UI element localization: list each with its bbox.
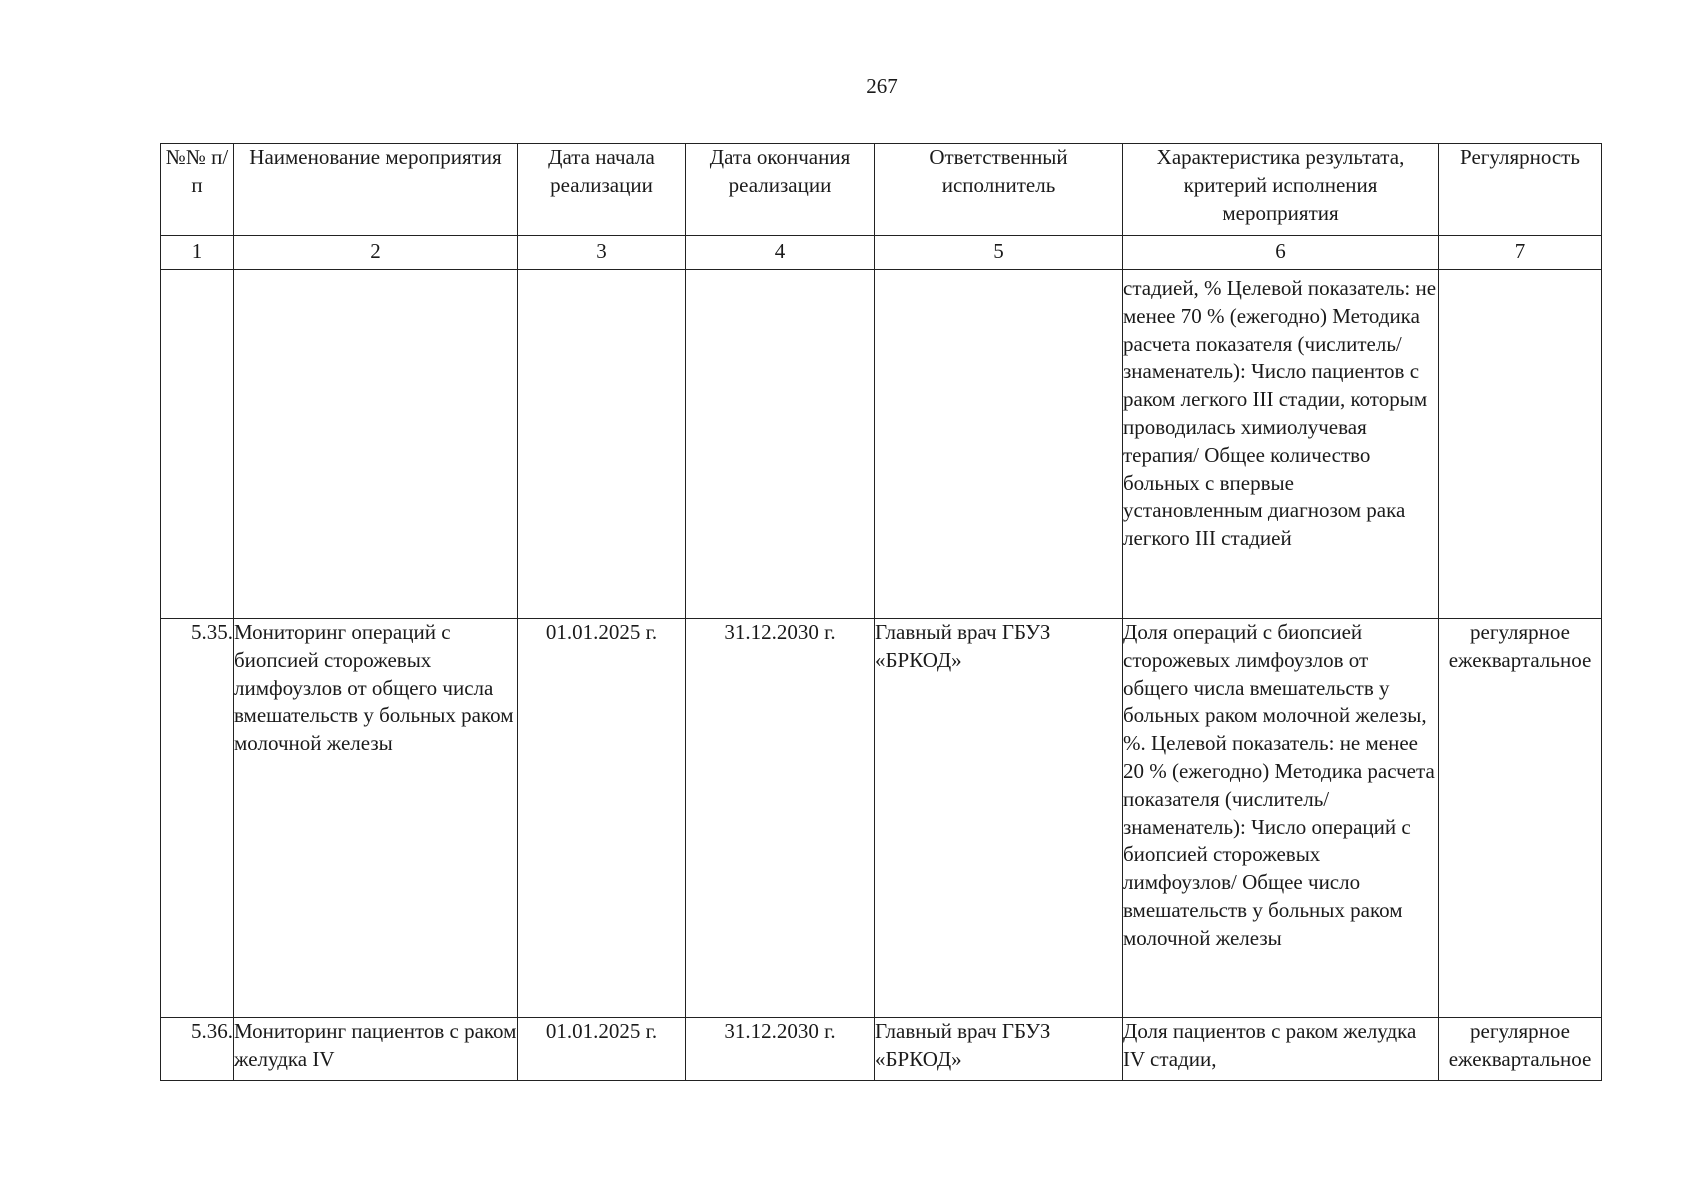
header-start-date: Дата начала реализации [518, 144, 686, 236]
table-cell [1439, 270, 1602, 619]
regularity: регулярное ежеквартальное [1439, 1018, 1602, 1081]
row-number: 5.35. [161, 619, 234, 1018]
table-cell [518, 270, 686, 619]
header-row [161, 144, 1602, 236]
measure-name: Мониторинг операций с биопсией сторожевых лимфоузлов от общего числа вмешательств у больных раком молочной железы [234, 619, 518, 1018]
result-cell: Доля операций с биопсией сторожевых лимфоузлов от общего числа вмешательств у больных раком молочной железы, %. Целевой показатель: не менее 20 % (ежегодно) Методика расчета показателя (числитель/знаменатель): Число операций с биопсией сторожевых лимфоузлов/ Общее число вмешательств у больных раком молочной железы [1123, 619, 1439, 1018]
column-number: 5 [875, 236, 1123, 270]
column-number: 4 [686, 236, 875, 270]
measures-table [160, 143, 1602, 1081]
header-result: Характеристика результата, критерий исполнения мероприятия [1123, 144, 1439, 236]
row-number: 5.36. [161, 1018, 234, 1081]
table-cell [161, 270, 234, 619]
result-cell: стадией, % Целевой показатель: не менее 70 % (ежегодно) Методика расчета показателя (числитель/знаменатель): Число пациентов с раком легкого III стадии, которым проводилась химиолучевая терапия/ Общее количество больных с впервые установленным диагнозом рака легкого III стадией [1123, 270, 1439, 619]
table-row [161, 1018, 1602, 1081]
end-date: 31.12.2030 г. [686, 1018, 875, 1081]
header-executor: Ответственный исполнитель [875, 144, 1123, 236]
start-date: 01.01.2025 г. [518, 1018, 686, 1081]
regularity: регулярное ежеквартальное [1439, 619, 1602, 1018]
start-date: 01.01.2025 г. [518, 619, 686, 1018]
continuation-row [161, 270, 1602, 619]
end-date: 31.12.2030 г. [686, 619, 875, 1018]
executor: Главный врач ГБУЗ «БРКОД» [875, 1018, 1123, 1081]
column-number: 1 [161, 236, 234, 270]
column-number: 6 [1123, 236, 1439, 270]
column-number: 7 [1439, 236, 1602, 270]
page-number: 267 [866, 74, 898, 98]
header-number: №№ п/п [161, 144, 234, 236]
result-cell: Доля пациентов с раком желудка IV стадии, [1123, 1018, 1439, 1081]
table-cell [686, 270, 875, 619]
header-end-date: Дата окончания реализации [686, 144, 875, 236]
header-name: Наименование мероприятия [234, 144, 518, 236]
column-number-row [161, 236, 1602, 270]
header-regularity: Регулярность [1439, 144, 1602, 236]
column-number: 3 [518, 236, 686, 270]
measure-name: Мониторинг пациентов с раком желудка IV [234, 1018, 518, 1081]
table-row [161, 619, 1602, 1018]
executor: Главный врач ГБУЗ «БРКОД» [875, 619, 1123, 1018]
table-cell [875, 270, 1123, 619]
table-cell [234, 270, 518, 619]
column-number: 2 [234, 236, 518, 270]
